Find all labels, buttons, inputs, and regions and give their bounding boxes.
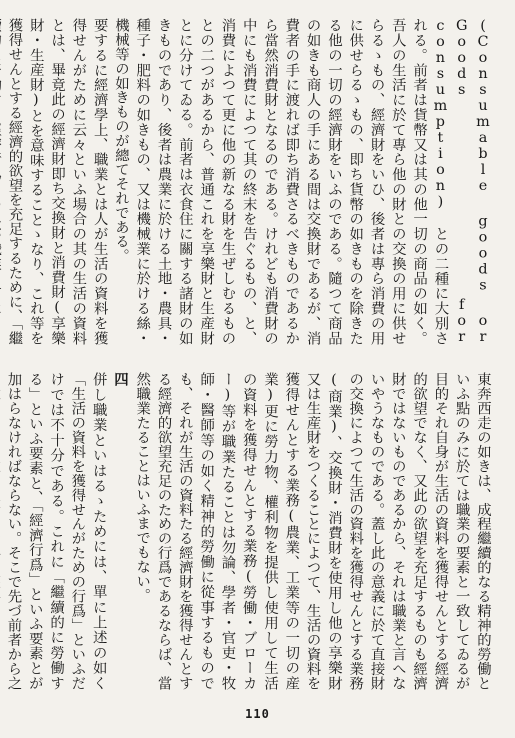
paragraph: 併し職業といはるゝためには、單に上述の如く「生活の資料を獲得せんがための行爲」といふだけでは不十分である。これに「繼續的に勞働する」といふ要素と、「經濟行爲」といふ要素とが加はらなければならない。そこで先づ前者から之 <box>5 372 107 690</box>
text-block-upper <box>6 18 493 345</box>
section-heading: 四 <box>111 372 129 387</box>
paragraph: 要するに經濟學上、職業とは人が生活の資料を獲得せんがために云々といふ場合の其の生活の資料とは、畢竟此の經濟財即ち交換財と消費財(享樂財・生産財)とを意味することゝなり、これ等を獲得せんとする經濟的欲望を充足するために、「繼 <box>6 18 108 345</box>
paragraph: 東奔西走の如きは、成程繼續的なる精神的勞働といふ點のみに於ては職業の要素と一致してゐるが目的それ自身が生活の資料を獲得せんとする經濟的欲望でなく、又此の欲望を充足するものも經濟財ではないものであるから、それは職業と言へないやうなものである。蓋し此の意義に於て直接財の交換によつて生活の資料を獲得せんとする業務(商業)、交換財・消費財を使用し他の享樂財又は生産財をつくることによつて、生活の資料を獲得せんとする業務(農業、工業等の一切の産業)更に勞力物、權利物を提供し使用して生活の資料を獲得せんとする業務(勞働・ブローカー)等が職業たることは勿論、學者・官吏・牧師・醫師等の如く精神的勞働に從事するものでも、それが生活の資料たる經濟財を獲得せんとする經濟的欲望充足のための行爲であるならば、當然職業たることはいふまでもない。 <box>134 372 491 690</box>
text-block-lower <box>5 372 493 690</box>
section-number <box>109 372 131 690</box>
page-number: 110 <box>245 707 270 721</box>
paragraph: (Consumable goods or Goods for consumption) との二種に大別される。前者は貨幣又は其の他一切の商品の如く。吾人の生活に於て專ら他の財との交換の用に供せらるゝもの、經濟財をいひ、後者は專ら消費の用に供せらるゝもの、即ち貨幣の如きものを除きたる他の一切の經濟財をいふのである。隨つて商品の如きも商人の手にある間は交換財であるが、消費者の手に渡れば即ち消費さるべきものであるから當然消費財となるのである。けれども消費財の中にも消費によつて其の終末を告ぐるもの、と、消費によつて更に他の新なる財を生ぜしむるものとの二つがあるから、普通これを享樂財と生産財とに分けてゐる。前者は衣食住に關する諸財の如きものであり、後者は農業に於ける土地・農具・種子・肥料の如きもの、又は機械業に於ける絲・機械等の如きものが總てそれである。 <box>112 18 491 345</box>
